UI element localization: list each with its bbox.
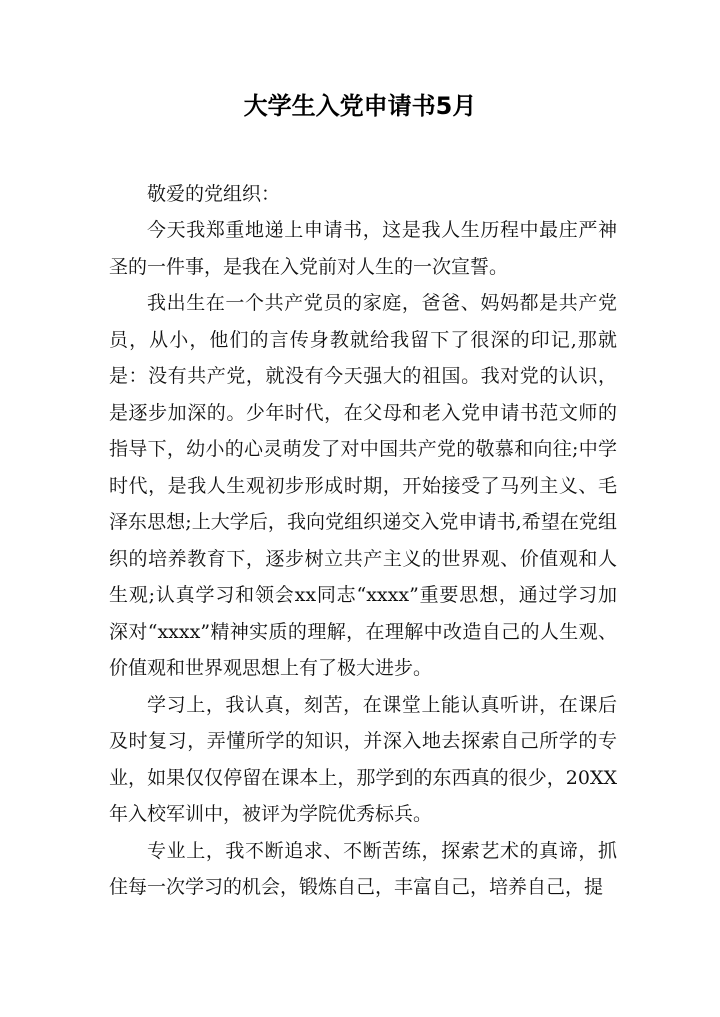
paragraph-1: 今天我郑重地递上申请书，这是我人生历程中最庄严神圣的一件事，是我在入党前对人生的一次宣誓。: [109, 219, 617, 278]
document-title: 大学生入党申请书5月: [243, 92, 477, 120]
paragraph-2: 我出生在一个共产党员的家庭，爸爸、妈妈都是共产党员，从小，他们的言传身教就给我留下了很深的印记,那就是：没有共产党，就没有今天强大的祖国。我对党的认识，是逐步加深的。少年时代，在父母和老入党申请书范文师的指导下，幼小的心灵萌发了对中国共产党的敬慕和向往;中学时代，是我人生观初步形成时期，开始接受了马列主义、毛泽东思想;上大学后，我向党组织递交入党申请书,希望在党组织的培养教育下，逐步树立共产主义的世界观、价值观和人生观;认真学习和领会xx同志“xxxx”重要思想，通过学习加深对“xxxx”精神实质的理解，在理解中改造自己的人生观、价值观和世界观思想上有了极大进步。: [109, 292, 617, 679]
paragraph-3: 学习上，我认真，刻苦，在课堂上能认真听讲，在课后及时复习，弄懂所学的知识，并深入地去探索自己所学的专业，如果仅仅停留在课本上，那学到的东西真的很少，20XX年入校军训中，被评为学院优秀标兵。: [109, 693, 617, 825]
document-body: [109, 176, 617, 906]
salutation: 敬爱的党组织：: [147, 183, 281, 205]
paragraph-4: 专业上，我不断追求、不断苦练，探索艺术的真谛，抓住每一次学习的机会，锻炼自己，丰富自己，培养自己，提: [109, 839, 617, 898]
